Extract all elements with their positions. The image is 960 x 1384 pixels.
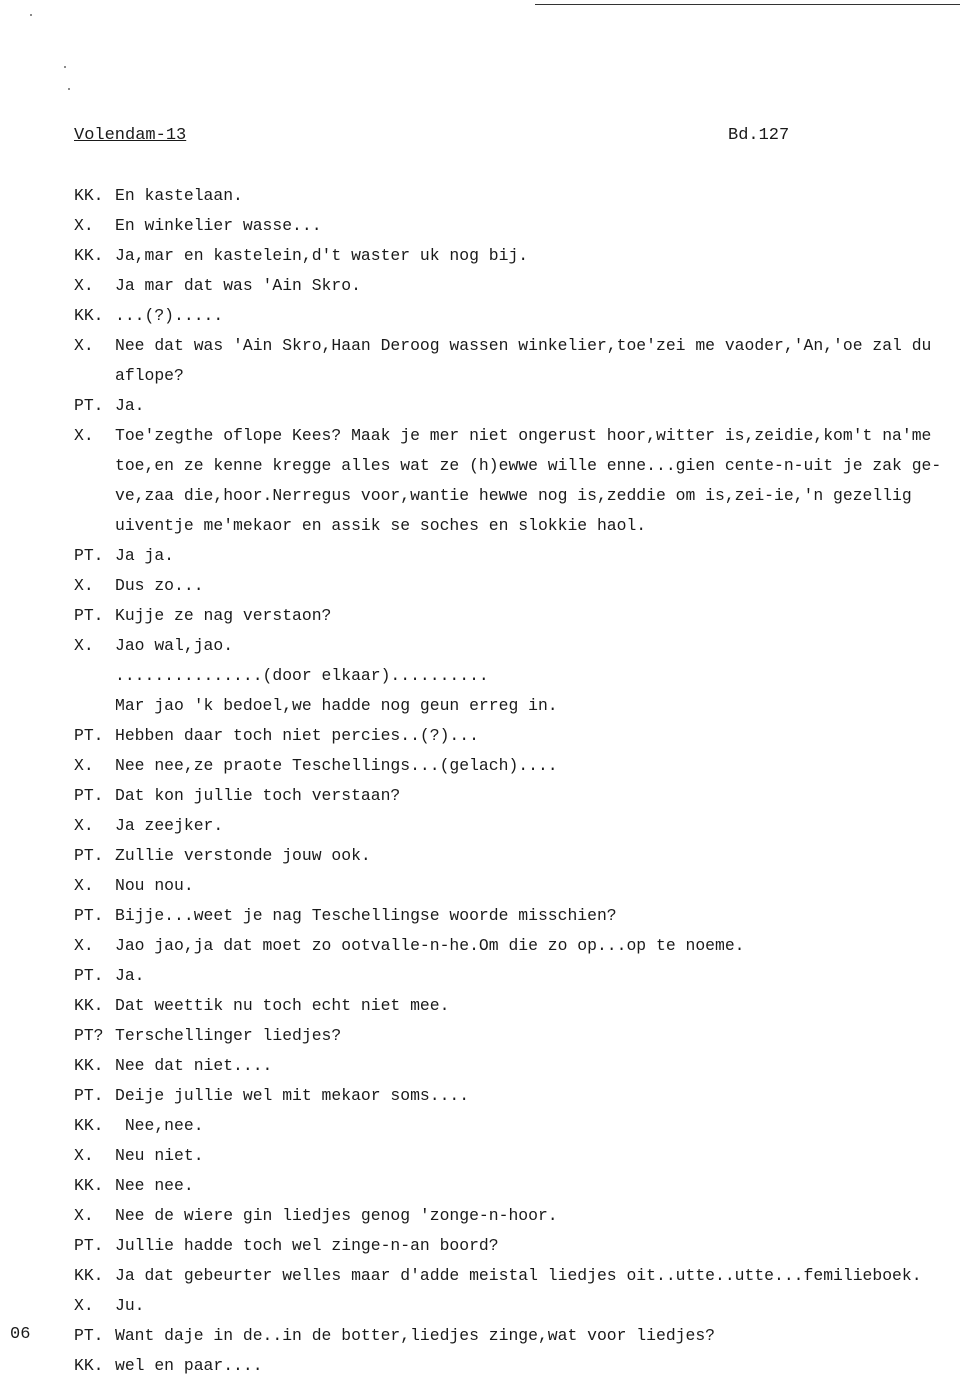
utterance: Jullie hadde toch wel zinge-n-an boord? [115,1236,499,1255]
transcript-line [74,271,954,301]
margin-number: 06 [10,1325,31,1344]
speaker-label: X. [74,936,94,955]
utterance: Nee nee. [115,1176,194,1195]
speaker-label: PT? [74,1026,104,1045]
utterance: Ja zeejker. [115,816,224,835]
utterance: toe,en ze kenne kregge alles wat ze (h)ewwe wille enne...gien cente-n-uit je zak ge- [115,456,942,475]
utterance: uiventje me'mekaor en assik se soches en slokkie haol. [115,516,647,535]
utterance: ...............(door elkaar).......... [115,666,489,685]
speaker-label: PT. [74,726,104,745]
utterance: Ja. [115,396,145,415]
transcript-line [74,751,954,781]
transcript-line [74,1051,954,1081]
document-title: Volendam-13 [74,126,187,145]
transcript-line [74,391,954,421]
speaker-label: PT. [74,786,104,805]
transcript-line [74,1231,954,1261]
transcript-line [74,1201,954,1231]
speaker-label: PT. [74,606,104,625]
utterance: Ja,mar en kastelein,d't waster uk nog bij. [115,246,529,265]
speck [68,88,70,90]
speaker-label: PT. [74,1326,104,1345]
speaker-label: X. [74,426,94,445]
utterance: En winkelier wasse... [115,216,322,235]
utterance: Dat weettik nu toch echt niet mee. [115,996,450,1015]
transcript-line [74,631,954,661]
transcript-line [74,991,954,1021]
speaker-label: X. [74,876,94,895]
speaker-label: X. [74,1296,94,1315]
transcript-line [74,241,954,271]
utterance: Nee dat niet.... [115,1056,273,1075]
transcript-line [74,1351,954,1381]
transcript-line [74,1081,954,1111]
transcript-line [74,541,954,571]
utterance: Zullie verstonde jouw ook. [115,846,371,865]
page-reference: Bd.127 [728,126,790,145]
transcript [74,181,954,1381]
utterance: Nee de wiere gin liedjes genog 'zonge-n-hoor. [115,1206,558,1225]
transcript-line [74,1321,954,1351]
transcript-line [74,451,954,481]
speaker-label: X. [74,756,94,775]
speaker-label: KK. [74,1356,104,1375]
utterance: Dus zo... [115,576,204,595]
transcript-line [74,601,954,631]
utterance: Nee dat was 'Ain Skro,Haan Deroog wassen winkelier,toe'zei me vaoder,'An,'oe zal du [115,336,932,355]
speaker-label: PT. [74,546,104,565]
utterance: Terschellinger liedjes? [115,1026,342,1045]
speaker-label: X. [74,1206,94,1225]
speaker-label: X. [74,216,94,235]
speaker-label: KK. [74,996,104,1015]
transcript-line [74,691,954,721]
speaker-label: PT. [74,966,104,985]
transcript-line [74,361,954,391]
transcript-line [74,961,954,991]
transcript-line [74,1261,954,1291]
utterance: Nou nou. [115,876,194,895]
utterance: ...(?)..... [115,306,224,325]
transcript-line [74,1021,954,1051]
speck [30,14,32,16]
utterance: Toe'zegthe oflope Kees? Maak je mer niet ongerust hoor,witter is,zeidie,kom't na'me [115,426,932,445]
utterance: wel en paar.... [115,1356,263,1375]
transcript-line [74,661,954,691]
utterance: Nee,nee. [115,1116,204,1135]
speaker-label: X. [74,636,94,655]
speaker-label: X. [74,1146,94,1165]
speaker-label: PT. [74,1086,104,1105]
utterance: Want daje in de..in de botter,liedjes zinge,wat voor liedjes? [115,1326,715,1345]
utterance: Neu niet. [115,1146,204,1165]
transcript-line [74,511,954,541]
transcript-line [74,871,954,901]
transcript-line [74,421,954,451]
transcript-line [74,841,954,871]
utterance: Hebben daar toch niet percies..(?)... [115,726,479,745]
speaker-label: KK. [74,246,104,265]
transcript-line [74,1291,954,1321]
speaker-label: X. [74,576,94,595]
speaker-label: PT. [74,1236,104,1255]
transcript-line [74,1171,954,1201]
utterance: Dat kon jullie toch verstaan? [115,786,401,805]
speaker-label: KK. [74,1266,104,1285]
speaker-label: PT. [74,906,104,925]
speaker-label: KK. [74,1056,104,1075]
transcript-line [74,481,954,511]
speaker-label: KK. [74,1176,104,1195]
transcript-line [74,901,954,931]
speaker-label: KK. [74,186,104,205]
utterance: En kastelaan. [115,186,243,205]
utterance: Ja dat gebeurter welles maar d'adde meistal liedjes oit..utte..utte...femilieboek. [115,1266,922,1285]
transcript-line [74,211,954,241]
transcript-line [74,331,954,361]
utterance: Mar jao 'k bedoel,we hadde nog geun erreg in. [115,696,558,715]
utterance: Ja ja. [115,546,175,565]
utterance: Nee nee,ze praote Teschellings...(gelach).... [115,756,558,775]
transcript-line [74,781,954,811]
speaker-label: KK. [74,306,104,325]
transcript-line [74,571,954,601]
utterance: Ja mar dat was 'Ain Skro. [115,276,361,295]
transcript-line [74,811,954,841]
utterance: ve,zaa die,hoor.Nerregus voor,wantie hewwe nog is,zeddie om is,zei-ie,'n gezellig [115,486,912,505]
transcript-line [74,1111,954,1141]
transcript-line [74,301,954,331]
utterance: Deije jullie wel mit mekaor soms.... [115,1086,470,1105]
transcript-line [74,1141,954,1171]
utterance: Jao jao,ja dat moet zo ootvalle-n-he.Om die zo op...op te noeme. [115,936,745,955]
speck [64,66,66,68]
transcript-line [74,721,954,751]
top-rule [535,4,960,5]
utterance: Ja. [115,966,145,985]
transcript-line [74,931,954,961]
utterance: Bijje...weet je nag Teschellingse woorde misschien? [115,906,617,925]
speaker-label: X. [74,276,94,295]
transcript-line [74,181,954,211]
utterance: Ju. [115,1296,145,1315]
speaker-label: KK. [74,1116,104,1135]
speaker-label: X. [74,336,94,355]
speaker-label: PT. [74,846,104,865]
utterance: aflope? [115,366,184,385]
speaker-label: PT. [74,396,104,415]
utterance: Jao wal,jao. [115,636,234,655]
utterance: Kujje ze nag verstaon? [115,606,332,625]
speaker-label: X. [74,816,94,835]
